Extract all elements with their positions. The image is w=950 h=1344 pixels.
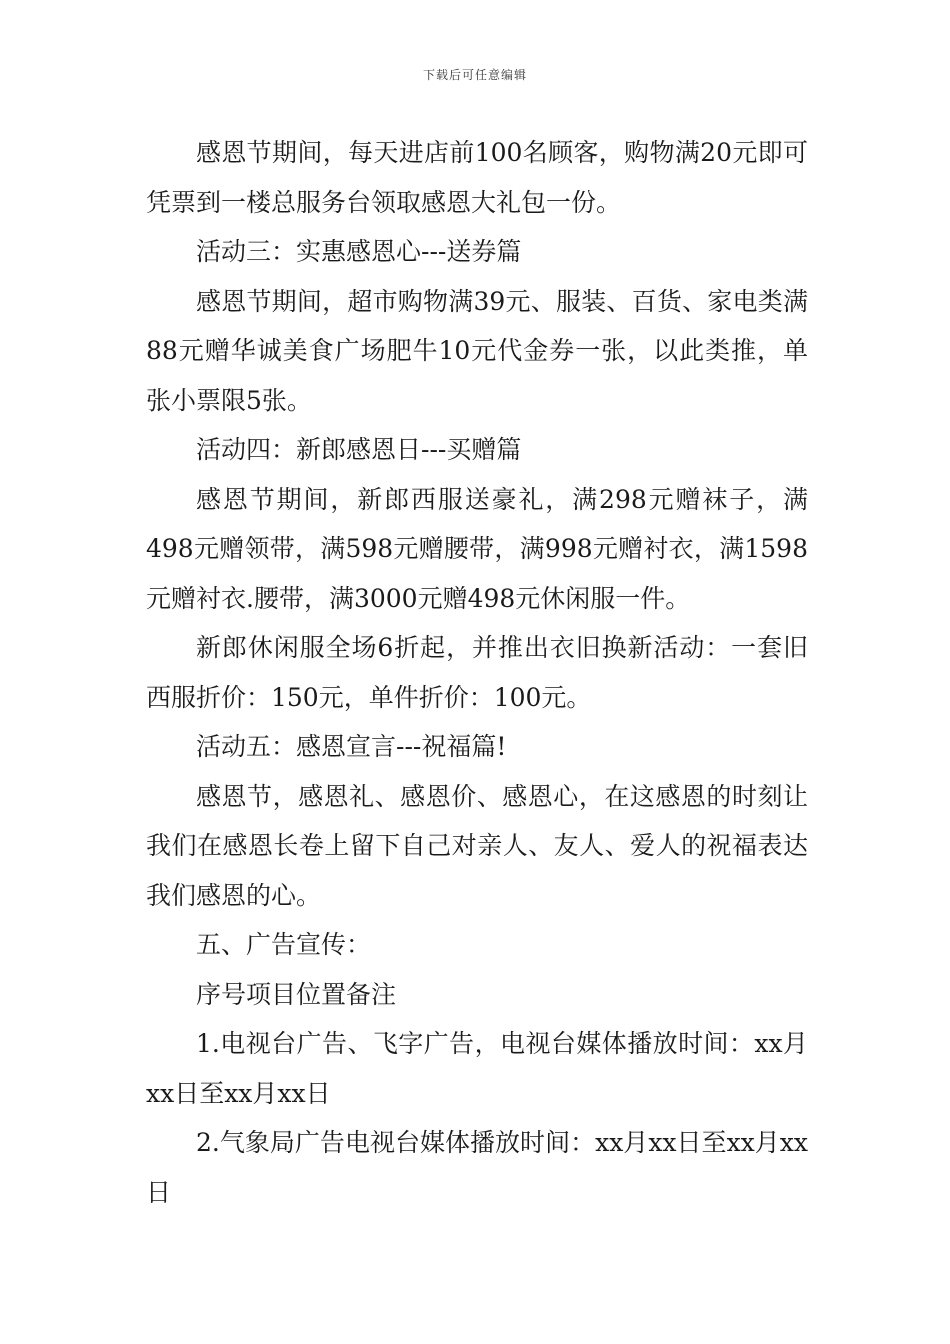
paragraph-gift-bag: 感恩节期间，每天进店前100名顾客，购物满20元即可凭票到一楼总服务台领取感恩大礼包一份。	[146, 138, 808, 217]
heading-advertising: 五、广告宣传：	[196, 930, 372, 959]
heading-activity-three: 活动三：实惠感恩心---送券篇	[196, 237, 522, 266]
paragraph-suit-gifts: 感恩节期间，新郎西服送豪礼，满298元赠袜子，满498元赠领带，满598元赠腰带，满998元赠衬衣，满1598元赠衬衣.腰带，满3000元赠498元休闲服一件。	[146, 484, 808, 613]
document-body	[146, 128, 808, 1217]
list-item-weather-ad: 2.气象局广告电视台媒体播放时间：xx月xx日至xx月xx日	[146, 1128, 808, 1207]
paragraph-blessing: 感恩节，感恩礼、感恩价、感恩心，在这感恩的时刻让我们在感恩长卷上留下自己对亲人、友人、爱人的祝福表达我们感恩的心。	[146, 781, 808, 910]
heading-activity-four: 活动四：新郎感恩日---买赠篇	[196, 435, 522, 464]
list-item-tv-ad: 1.电视台广告、飞字广告，电视台媒体播放时间：xx月xx日至xx月xx日	[146, 1029, 808, 1108]
heading-activity-five: 活动五：感恩宣言---祝福篇!	[196, 732, 507, 761]
header-note: 下载后可任意编辑	[422, 68, 527, 82]
paragraph-voucher: 感恩节期间，超市购物满39元、服装、百货、家电类满88元赠华诚美食广场肥牛10元代金券一张，以此类推，单张小票限5张。	[146, 286, 808, 415]
table-header-line: 序号项目位置备注	[196, 979, 397, 1009]
paragraph-trade-in: 新郎休闲服全场6折起，并推出衣旧换新活动：一套旧西服折价：150元，单件折价：100元。	[146, 633, 808, 712]
